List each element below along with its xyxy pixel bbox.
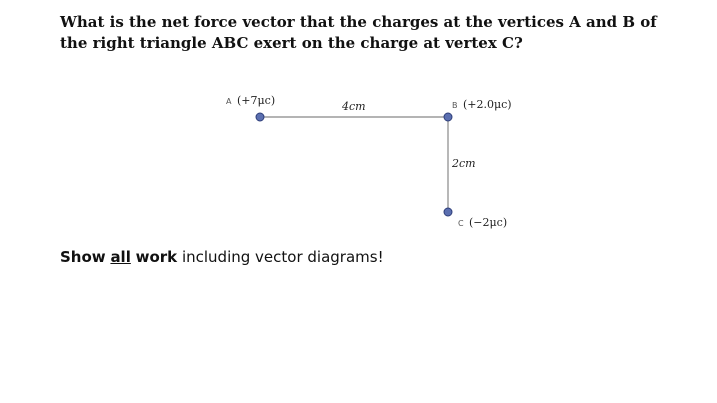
instruction-rest: including vector diagrams! [181,248,384,266]
point-c-letter: C [458,219,464,228]
point-a-letter: A [226,97,232,106]
distance-ab-label: 4cm [342,100,366,113]
instruction-work: work [135,248,178,266]
question-text: What is the net force vector that the charges at the vertices A and B of the right triangle ABC exert on the charge at vertex C? [60,13,657,52]
point-c-charge: (−2μc) [469,216,508,229]
point-b [444,113,452,121]
instruction-show: Show [60,248,106,266]
point-c [444,208,452,216]
distance-bc-label: 2cm [452,157,476,170]
point-a-charge: (+7μc) [237,94,276,107]
point-b-letter: B [452,101,458,110]
instruction-all: all [110,248,131,266]
point-b-charge: (+2.0μc) [463,98,512,111]
instruction-text [60,248,384,266]
point-a [256,113,264,121]
